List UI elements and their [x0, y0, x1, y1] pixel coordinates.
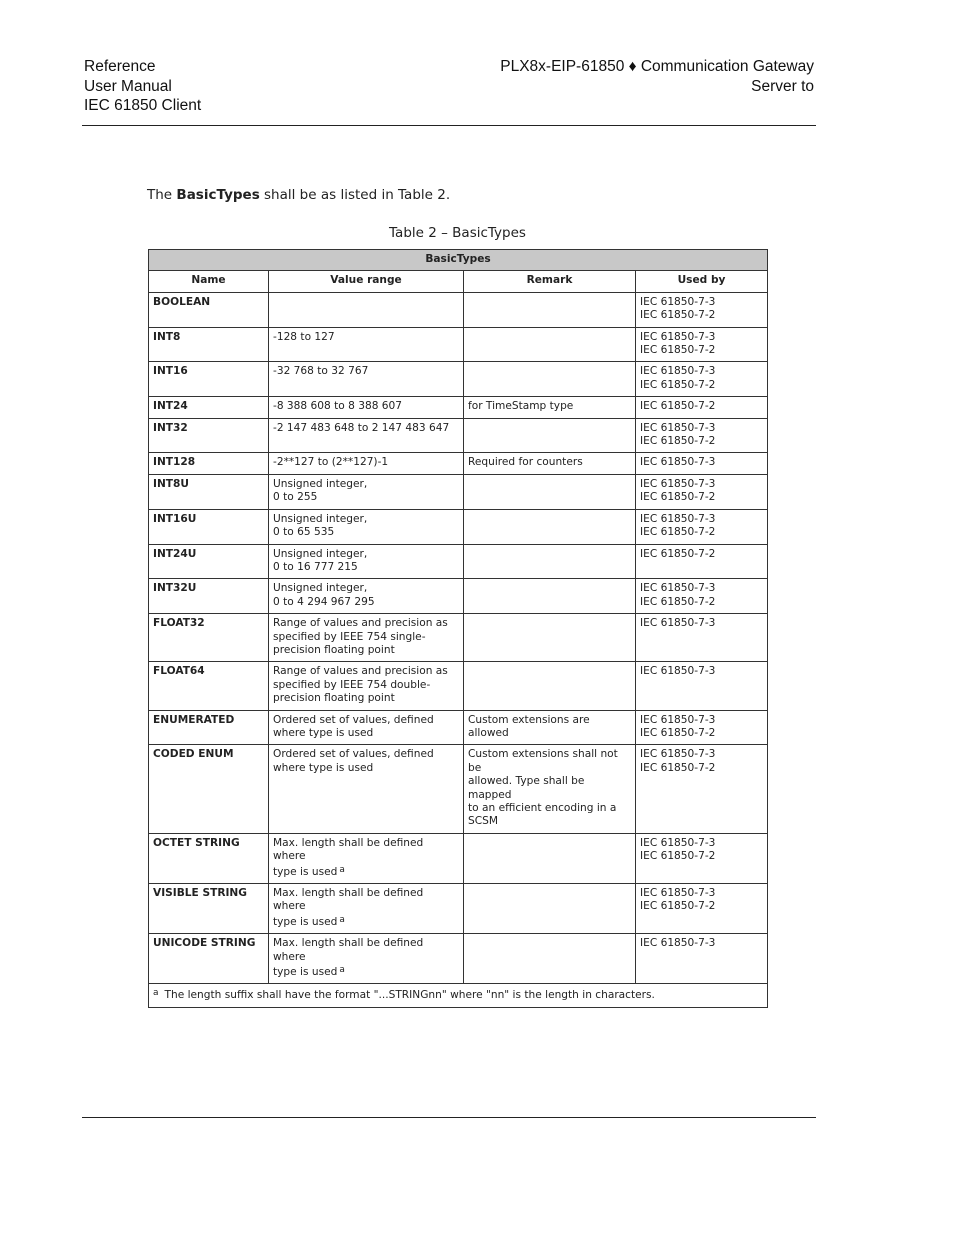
cell-value-range-line: [273, 665, 459, 678]
cell-remark-line: [468, 802, 631, 815]
cell-remark: [464, 579, 636, 614]
cell-used-by-text: IEC 61850-7-3: [640, 330, 716, 343]
column-header-remark: Remark: [464, 271, 636, 292]
cell-name: VISIBLE STRING: [149, 884, 269, 934]
intro-prefix: The: [147, 187, 177, 203]
cell-value-range-line: [273, 679, 459, 692]
cell-used-by-text: IEC 61850-7-3: [640, 477, 716, 490]
cell-value-range-line: [273, 456, 459, 469]
cell-used-by-text: IEC 61850-7-2: [640, 526, 716, 539]
cell-remark-text: for TimeStamp type: [468, 400, 574, 413]
cell-used-by-line: [640, 665, 763, 678]
table-row: [149, 362, 768, 397]
table-caption: Table 2 – BasicTypes: [389, 225, 526, 241]
header-product: PLX8x-EIP-61850 ♦ Communication Gateway: [500, 58, 814, 75]
cell-used-by-line: [640, 596, 763, 609]
cell-remark-text: allowed. Type shall be mapped: [468, 775, 585, 801]
cell-remark: [464, 327, 636, 362]
cell-value-range: [269, 544, 464, 579]
cell-used-by-line: [640, 491, 763, 504]
cell-value-range-text: 0 to 255: [273, 491, 318, 504]
cell-remark-line: [468, 775, 631, 802]
cell-remark: [464, 934, 636, 984]
cell-value-range: [269, 934, 464, 984]
table-body: [149, 292, 768, 984]
cell-used-by-line: [640, 837, 763, 850]
cell-used-by: [636, 614, 768, 662]
cell-used-by-text: IEC 61850-7-2: [640, 344, 716, 357]
cell-used-by: [636, 292, 768, 327]
cell-value-range-line: [273, 400, 459, 413]
cell-name: INT16U: [149, 509, 269, 544]
cell-used-by-text: IEC 61850-7-3: [640, 365, 716, 378]
cell-value-range-text: Range of values and precision as: [273, 617, 448, 630]
cell-value-range-text: where type is used: [273, 761, 374, 774]
table-footnote: [149, 984, 768, 1007]
table-row: [149, 418, 768, 453]
cell-used-by-text: IEC 61850-7-3: [640, 512, 716, 525]
cell-value-range: [269, 833, 464, 883]
cell-used-by-line: [640, 379, 763, 392]
cell-value-range: [269, 362, 464, 397]
cell-used-by-line: [640, 331, 763, 344]
cell-value-range-line: [273, 617, 459, 630]
cell-name: BOOLEAN: [149, 292, 269, 327]
cell-value-range: [269, 662, 464, 710]
cell-used-by-text: IEC 61850-7-2: [640, 547, 716, 560]
header-doc-type: Reference: [84, 58, 156, 75]
cell-value-range: [269, 509, 464, 544]
footnote-text: The length suffix shall have the format "...STRINGnn" where "nn" is the length in characters.: [164, 989, 655, 1002]
cell-used-by-text: IEC 61850-7-2: [640, 595, 716, 608]
cell-value-range-line: [273, 422, 459, 435]
cell-name: FLOAT32: [149, 614, 269, 662]
cell-remark: [464, 614, 636, 662]
cell-name: INT8: [149, 327, 269, 362]
table-row: [149, 509, 768, 544]
cell-used-by-text: IEC 61850-7-3: [640, 582, 716, 595]
table-row: [149, 662, 768, 710]
table-row: [149, 579, 768, 614]
cell-value-range-text: 0 to 65 535: [273, 526, 335, 539]
cell-remark: [464, 509, 636, 544]
cell-name: INT128: [149, 453, 269, 474]
cell-value-range-text: precision floating point: [273, 692, 395, 705]
footnote-ref: a: [339, 965, 345, 976]
cell-remark: [464, 453, 636, 474]
cell-used-by: [636, 662, 768, 710]
cell-name: INT32: [149, 418, 269, 453]
cell-value-range-text: Unsigned integer,: [273, 512, 368, 525]
cell-value-range-line: [273, 864, 459, 879]
cell-used-by-line: [640, 714, 763, 727]
cell-used-by-line: [640, 748, 763, 761]
cell-value-range: [269, 884, 464, 934]
cell-value-range-line: [273, 914, 459, 929]
table-row: [149, 327, 768, 362]
cell-value-range-text: where type is used: [273, 726, 374, 739]
cell-value-range-text: -2**127 to (2**127)-1: [273, 456, 389, 469]
cell-used-by-text: IEC 61850-7-2: [640, 309, 716, 322]
cell-value-range-text: Range of values and precision as: [273, 665, 448, 678]
cell-value-range-line: [273, 513, 459, 526]
cell-remark-line: [468, 815, 631, 828]
cell-value-range-line: [273, 837, 459, 864]
cell-used-by: [636, 579, 768, 614]
cell-name: FLOAT64: [149, 662, 269, 710]
cell-used-by-text: IEC 61850-7-2: [640, 435, 716, 448]
cell-used-by-text: IEC 61850-7-3: [640, 421, 716, 434]
table-row: [149, 833, 768, 883]
cell-value-range-line: [273, 887, 459, 914]
cell-used-by-text: IEC 61850-7-3: [640, 836, 716, 849]
cell-value-range: [269, 474, 464, 509]
table-row: [149, 544, 768, 579]
cell-used-by-text: IEC 61850-7-3: [640, 665, 716, 678]
cell-used-by: [636, 474, 768, 509]
cell-used-by-line: [640, 456, 763, 469]
cell-used-by-line: [640, 617, 763, 630]
cell-value-range-text: specified by IEEE 754 single-: [273, 630, 426, 643]
basictypes-table: [148, 249, 768, 1008]
cell-remark: [464, 710, 636, 745]
table-row: [149, 397, 768, 418]
cell-remark-line: [468, 714, 631, 741]
table-row: [149, 453, 768, 474]
cell-used-by-line: [640, 526, 763, 539]
cell-name: INT8U: [149, 474, 269, 509]
cell-used-by: [636, 362, 768, 397]
cell-value-range-line: [273, 491, 459, 504]
cell-used-by-text: IEC 61850-7-3: [640, 887, 716, 900]
cell-remark: [464, 362, 636, 397]
cell-value-range: [269, 453, 464, 474]
cell-used-by-text: IEC 61850-7-3: [640, 456, 716, 469]
cell-value-range-line: [273, 727, 459, 740]
cell-value-range-line: [273, 365, 459, 378]
cell-name: CODED ENUM: [149, 745, 269, 833]
cell-value-range-line: [273, 582, 459, 595]
cell-used-by-line: [640, 478, 763, 491]
cell-used-by-line: [640, 582, 763, 595]
cell-used-by-line: [640, 296, 763, 309]
cell-value-range-text: 0 to 4 294 967 295: [273, 595, 375, 608]
column-header-used-by: Used by: [636, 271, 768, 292]
cell-value-range-line: [273, 692, 459, 705]
cell-value-range-line: [273, 762, 459, 775]
cell-used-by-text: IEC 61850-7-2: [640, 726, 716, 739]
cell-value-range-text: specified by IEEE 754 double-: [273, 678, 431, 691]
cell-value-range-line: [273, 714, 459, 727]
cell-value-range: [269, 292, 464, 327]
cell-used-by-text: IEC 61850-7-3: [640, 937, 716, 950]
intro-paragraph: [147, 187, 450, 203]
cell-value-range-text: -8 388 608 to 8 388 607: [273, 400, 403, 413]
cell-used-by-line: [640, 762, 763, 775]
cell-remark-text: Required for counters: [468, 456, 583, 469]
cell-used-by-line: [640, 887, 763, 900]
cell-used-by-text: IEC 61850-7-2: [640, 900, 716, 913]
cell-value-range-line: [273, 526, 459, 539]
cell-value-range-line: [273, 596, 459, 609]
cell-used-by-line: [640, 309, 763, 322]
cell-used-by: [636, 745, 768, 833]
cell-used-by: [636, 418, 768, 453]
cell-used-by-line: [640, 937, 763, 950]
cell-used-by: [636, 544, 768, 579]
cell-used-by-line: [640, 900, 763, 913]
header-section: IEC 61850 Client: [84, 97, 202, 114]
cell-used-by-line: [640, 365, 763, 378]
cell-remark-line: [468, 748, 631, 775]
cell-value-range: [269, 397, 464, 418]
cell-name: ENUMERATED: [149, 710, 269, 745]
intro-suffix: shall be as listed in Table 2.: [259, 187, 451, 203]
cell-used-by-line: [640, 422, 763, 435]
cell-remark: [464, 397, 636, 418]
cell-value-range-text: Ordered set of values, defined: [273, 748, 434, 761]
header-manual: User Manual: [84, 77, 172, 95]
table-row: [149, 474, 768, 509]
cell-value-range-line: [273, 548, 459, 561]
cell-used-by-line: [640, 435, 763, 448]
cell-remark: [464, 474, 636, 509]
cell-value-range-line: [273, 631, 459, 644]
table-row: [149, 292, 768, 327]
cell-value-range-text: -2 147 483 648 to 2 147 483 647: [273, 421, 450, 434]
column-header-value-range: Value range: [269, 271, 464, 292]
table-group-header: BasicTypes: [149, 250, 768, 271]
cell-value-range-text: Unsigned integer,: [273, 547, 368, 560]
cell-remark: [464, 292, 636, 327]
cell-value-range-line: [273, 478, 459, 491]
table-row: [149, 614, 768, 662]
cell-used-by-line: [640, 400, 763, 413]
table-row: [149, 884, 768, 934]
cell-remark: [464, 833, 636, 883]
cell-value-range-line: [273, 964, 459, 979]
cell-remark: [464, 745, 636, 833]
header-product-sub: Server to: [751, 77, 814, 95]
cell-remark-text: Custom extensions are allowed: [468, 713, 590, 739]
cell-value-range: [269, 745, 464, 833]
header-right: [500, 57, 814, 96]
cell-value-range-line: [273, 561, 459, 574]
cell-value-range-text: Max. length shall be defined where: [273, 937, 424, 963]
cell-value-range: [269, 327, 464, 362]
cell-used-by: [636, 397, 768, 418]
cell-name: OCTET STRING: [149, 833, 269, 883]
cell-used-by-text: IEC 61850-7-2: [640, 761, 716, 774]
footer-divider: [82, 1117, 816, 1118]
cell-value-range-text: -128 to 127: [273, 330, 335, 343]
header-divider: [82, 125, 816, 126]
cell-name: INT24U: [149, 544, 269, 579]
cell-value-range-text: type is used: [273, 915, 338, 928]
cell-used-by-line: [640, 727, 763, 740]
cell-used-by: [636, 327, 768, 362]
cell-value-range-text: Max. length shall be defined where: [273, 887, 424, 913]
cell-used-by: [636, 934, 768, 984]
cell-remark-line: [468, 400, 631, 413]
cell-remark-text: to an efficient encoding in a: [468, 802, 617, 814]
cell-value-range-text: type is used: [273, 865, 338, 878]
table-row: [149, 934, 768, 984]
cell-value-range-line: [273, 937, 459, 964]
cell-value-range: [269, 614, 464, 662]
cell-value-range: [269, 418, 464, 453]
cell-remark-text: SCSM: [468, 815, 498, 828]
cell-used-by-line: [640, 344, 763, 357]
cell-value-range: [269, 710, 464, 745]
cell-used-by-text: IEC 61850-7-2: [640, 400, 716, 413]
cell-remark: [464, 418, 636, 453]
footnote-mark: a: [153, 988, 159, 999]
cell-used-by-text: IEC 61850-7-3: [640, 295, 716, 308]
cell-value-range-text: Ordered set of values, defined: [273, 713, 434, 726]
cell-used-by: [636, 884, 768, 934]
cell-used-by-line: [640, 548, 763, 561]
table-row: [149, 745, 768, 833]
intro-bold-term: BasicTypes: [176, 187, 260, 203]
header-left: [84, 57, 201, 116]
cell-value-range-line: [273, 748, 459, 761]
cell-used-by-line: [640, 513, 763, 526]
cell-value-range-text: -32 768 to 32 767: [273, 365, 369, 378]
cell-value-range-text: 0 to 16 777 215: [273, 560, 358, 573]
cell-remark: [464, 662, 636, 710]
cell-used-by-text: IEC 61850-7-2: [640, 378, 716, 391]
cell-used-by-text: IEC 61850-7-3: [640, 748, 716, 761]
footnote-ref: a: [339, 914, 345, 925]
table-row: [149, 710, 768, 745]
cell-value-range-line: [273, 331, 459, 344]
cell-name: INT24: [149, 397, 269, 418]
cell-remark-line: [468, 456, 631, 469]
cell-value-range-text: type is used: [273, 966, 338, 979]
cell-used-by-text: IEC 61850-7-3: [640, 713, 716, 726]
cell-name: INT32U: [149, 579, 269, 614]
cell-used-by: [636, 833, 768, 883]
cell-remark: [464, 544, 636, 579]
cell-value-range-line: [273, 644, 459, 657]
footnote-ref: a: [339, 864, 345, 875]
cell-value-range-text: Unsigned integer,: [273, 582, 368, 595]
cell-remark-text: Custom extensions shall not be: [468, 748, 618, 774]
cell-value-range: [269, 579, 464, 614]
cell-remark: [464, 884, 636, 934]
cell-used-by-text: IEC 61850-7-3: [640, 617, 716, 630]
cell-used-by-text: IEC 61850-7-2: [640, 850, 716, 863]
cell-name: INT16: [149, 362, 269, 397]
cell-used-by-line: [640, 850, 763, 863]
cell-value-range-text: Max. length shall be defined where: [273, 836, 424, 863]
cell-used-by: [636, 509, 768, 544]
cell-name: UNICODE STRING: [149, 934, 269, 984]
cell-used-by: [636, 453, 768, 474]
cell-used-by: [636, 710, 768, 745]
column-header-name: Name: [149, 271, 269, 292]
cell-used-by-text: IEC 61850-7-2: [640, 491, 716, 504]
cell-value-range-text: precision floating point: [273, 643, 395, 656]
cell-value-range-text: Unsigned integer,: [273, 477, 368, 490]
